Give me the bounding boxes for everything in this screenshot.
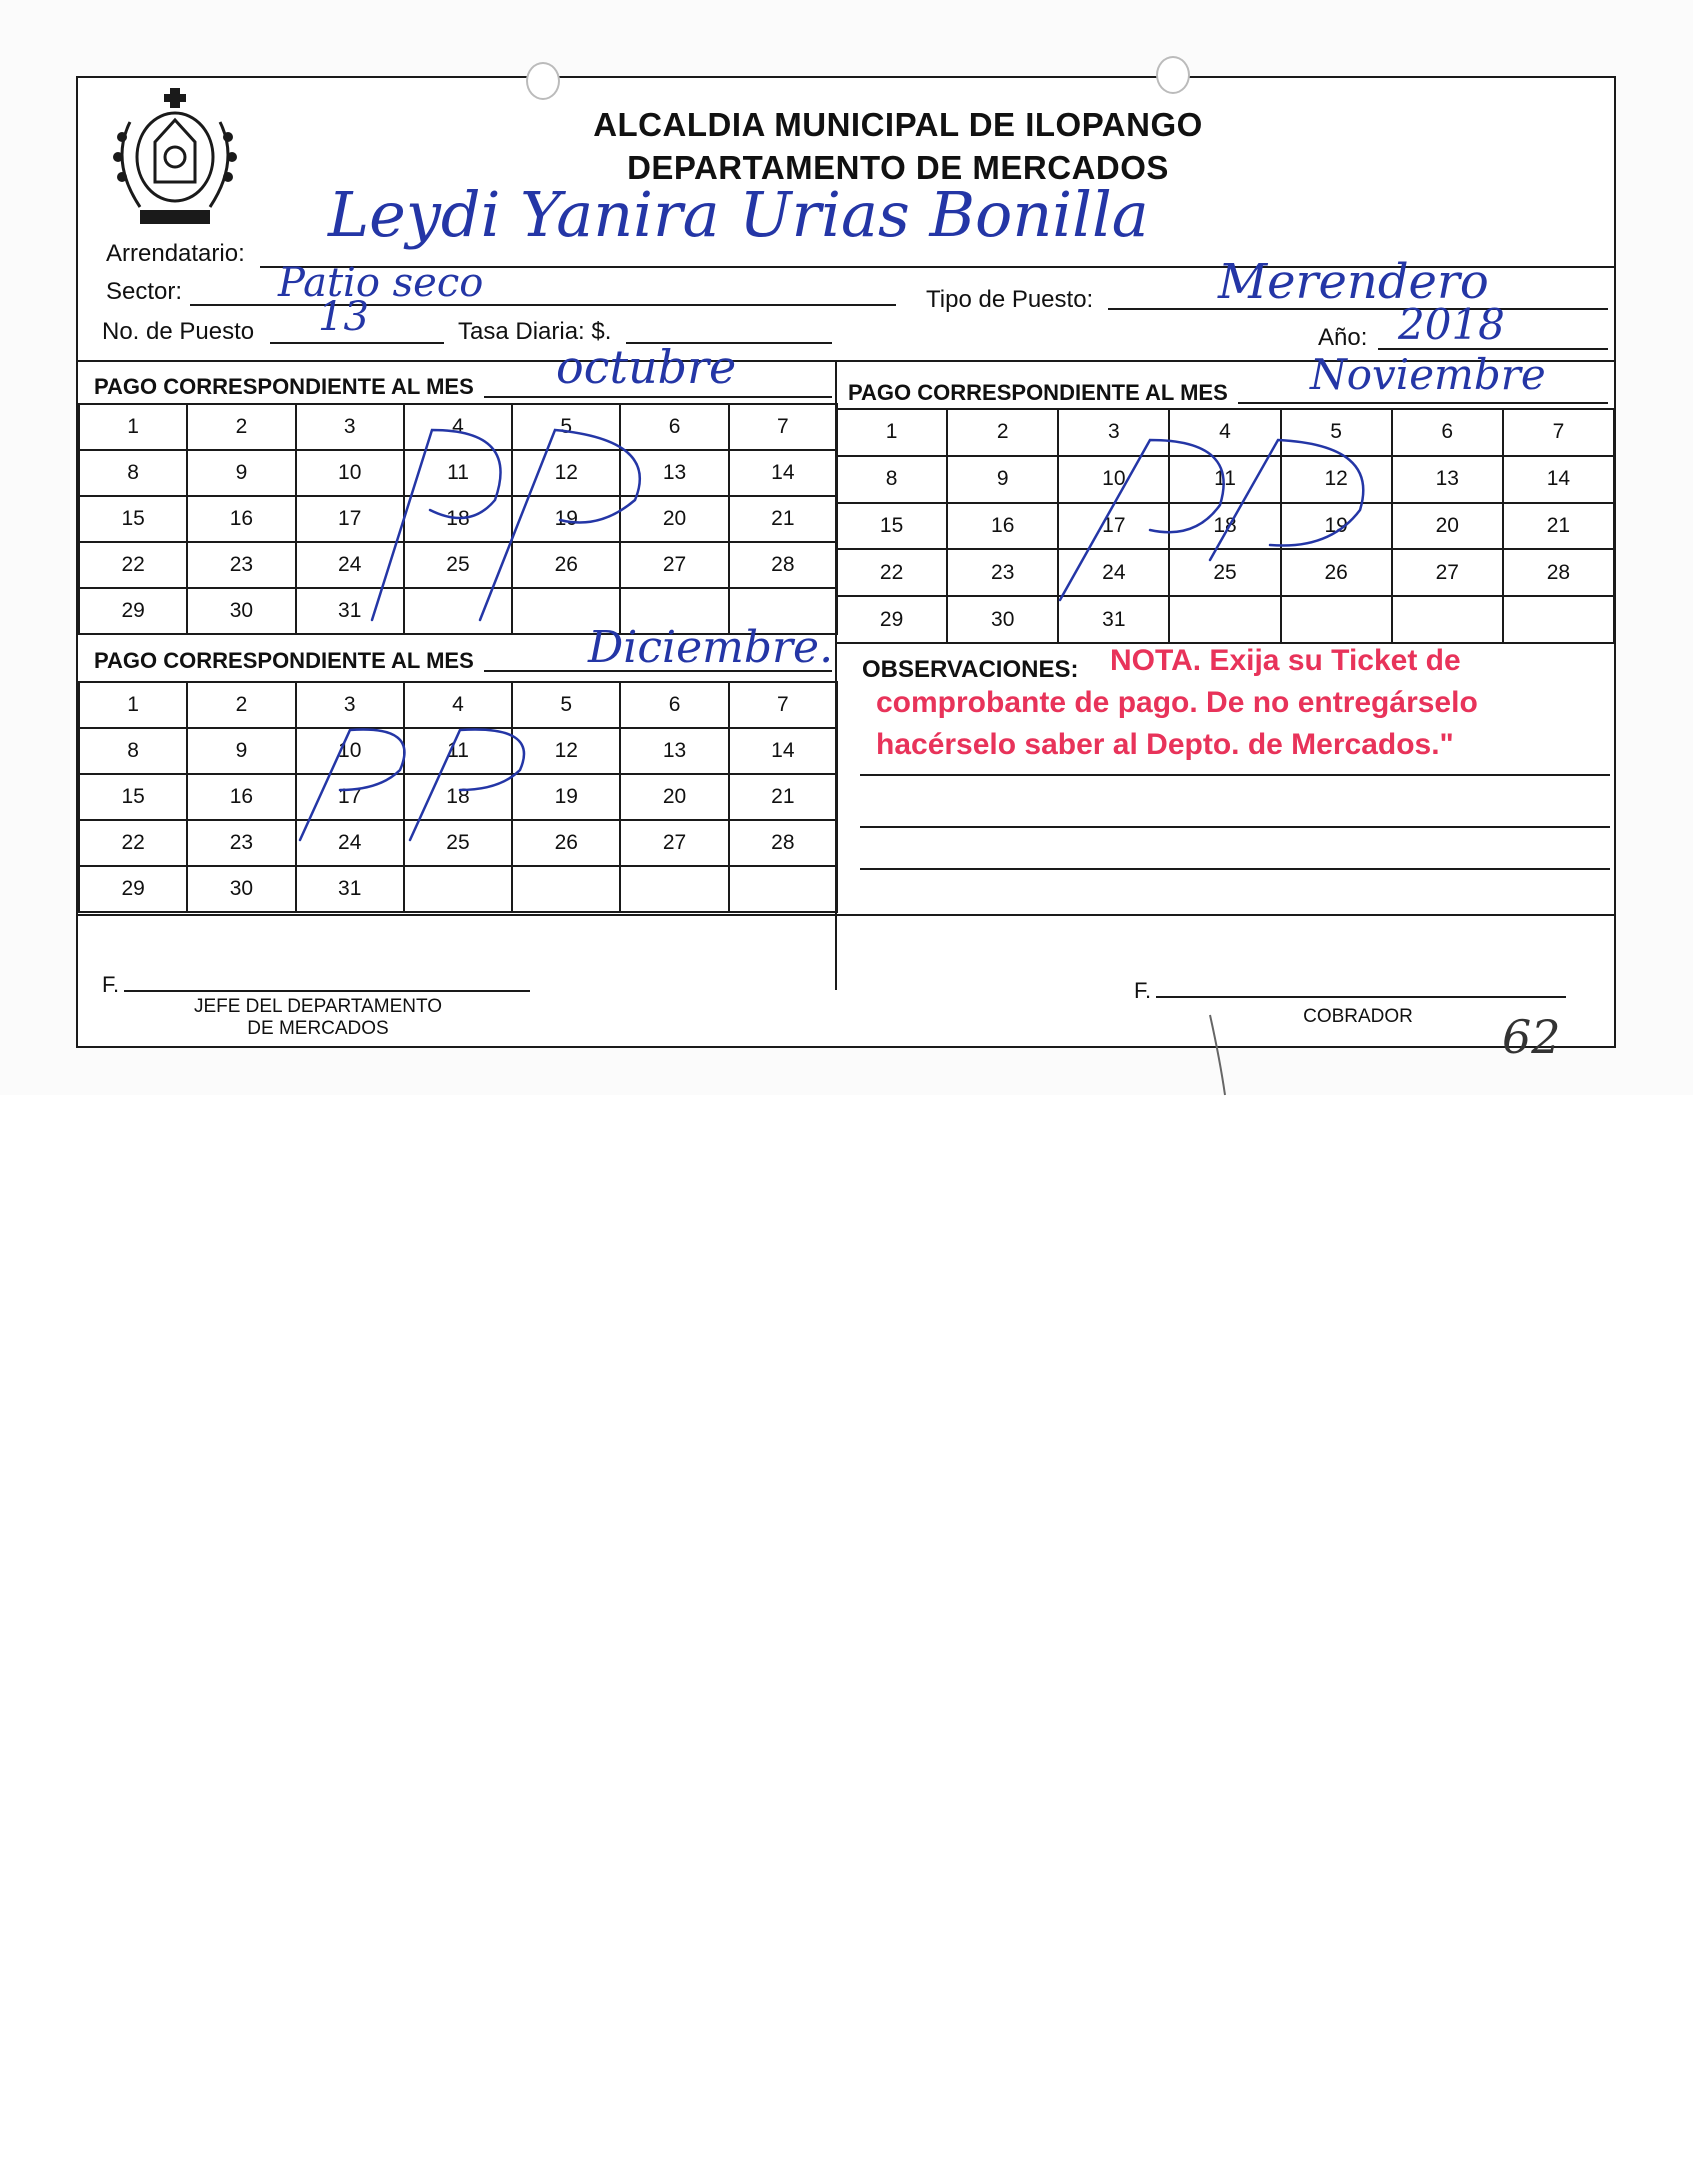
day-cell: 11 <box>404 728 512 774</box>
municipality-title: ALCALDIA MUNICIPAL DE ILOPANGO <box>593 106 1203 143</box>
day-cell: 31 <box>296 588 404 634</box>
month-name-noviembre: Noviembre <box>1310 350 1546 399</box>
day-cell: 18 <box>404 496 512 542</box>
tasa-label: Tasa Diaria: $. <box>458 318 612 345</box>
day-cell: 14 <box>729 450 837 496</box>
day-cell: 31 <box>1058 596 1169 643</box>
day-cell: 18 <box>404 774 512 820</box>
day-cell: 20 <box>1392 503 1503 550</box>
day-cell: 10 <box>1058 456 1169 503</box>
day-cell: 22 <box>836 549 947 596</box>
day-cell: 9 <box>187 450 295 496</box>
day-cell: 30 <box>947 596 1058 643</box>
day-cell: 22 <box>79 542 187 588</box>
month-name-octubre: octubre <box>556 340 737 394</box>
day-cell: 8 <box>79 450 187 496</box>
day-cell: 23 <box>187 542 295 588</box>
day-cell: 4 <box>404 404 512 450</box>
day-cell: 23 <box>187 820 295 866</box>
day-cell: 3 <box>1058 409 1169 456</box>
day-cell: 2 <box>187 682 295 728</box>
day-cell: 28 <box>1503 549 1614 596</box>
tipo-label: Tipo de Puesto: <box>926 286 1094 313</box>
day-cell: 30 <box>187 588 295 634</box>
day-cell: 18 <box>1169 503 1280 550</box>
day-cell: 5 <box>512 682 620 728</box>
day-cell: 29 <box>79 866 187 912</box>
day-cell: 12 <box>512 728 620 774</box>
puesto-label: No. de Puesto <box>102 318 255 345</box>
day-cell: 12 <box>1281 456 1392 503</box>
day-cell: 26 <box>1281 549 1392 596</box>
day-cell: 12 <box>512 450 620 496</box>
jefe-caption-line-2: DE MERCADOS <box>247 1018 389 1039</box>
day-cell: 7 <box>729 404 837 450</box>
day-cell: 23 <box>947 549 1058 596</box>
day-cell: 2 <box>947 409 1058 456</box>
day-cell: 7 <box>1503 409 1614 456</box>
day-cell: 19 <box>1281 503 1392 550</box>
day-cell: 21 <box>1503 503 1614 550</box>
day-cell: 27 <box>620 542 728 588</box>
day-cell: 15 <box>79 496 187 542</box>
day-cell: 15 <box>836 503 947 550</box>
day-cell: 19 <box>512 496 620 542</box>
day-cell: 16 <box>187 774 295 820</box>
day-cell: 1 <box>836 409 947 456</box>
day-cell: 8 <box>79 728 187 774</box>
month-heading: PAGO CORRESPONDIENTE AL MES <box>94 374 474 399</box>
day-cell: 3 <box>296 404 404 450</box>
day-cell: 17 <box>1058 503 1169 550</box>
day-cell: 10 <box>296 450 404 496</box>
day-cell: 14 <box>1503 456 1614 503</box>
page-number: 62 <box>1502 1010 1561 1064</box>
day-cell: 29 <box>79 588 187 634</box>
observaciones-label: OBSERVACIONES: <box>862 656 1079 683</box>
payment-mark <box>1210 440 1363 560</box>
cobrador-caption: COBRADOR <box>1303 1006 1413 1027</box>
day-cell: 20 <box>620 496 728 542</box>
month-heading: PAGO CORRESPONDIENTE AL MES <box>94 648 474 673</box>
puesto-value: 13 <box>318 294 369 340</box>
day-cell: 25 <box>404 820 512 866</box>
day-cell: 1 <box>79 404 187 450</box>
day-cell: 19 <box>512 774 620 820</box>
day-cell: 31 <box>296 866 404 912</box>
tick-mark <box>1210 1015 1225 1095</box>
firma-label: F. <box>1134 978 1152 1003</box>
day-cell: 27 <box>620 820 728 866</box>
jefe-caption-line-1: JEFE DEL DEPARTAMENTO <box>193 996 443 1017</box>
day-cell: 26 <box>512 542 620 588</box>
day-cell: 7 <box>729 682 837 728</box>
day-cell: 17 <box>296 774 404 820</box>
arrendatario-label: Arrendatario: <box>106 240 245 267</box>
day-cell: 5 <box>512 404 620 450</box>
day-cell: 6 <box>620 404 728 450</box>
day-cell: 20 <box>620 774 728 820</box>
day-cell: 5 <box>1281 409 1392 456</box>
payment-mark <box>480 430 640 620</box>
day-cell: 21 <box>729 496 837 542</box>
day-cell: 25 <box>404 542 512 588</box>
day-cell: 17 <box>296 496 404 542</box>
day-cell: 1 <box>79 682 187 728</box>
day-cell: 25 <box>1169 549 1280 596</box>
note-line-2: comprobante de pago. De no entregárselo <box>876 686 1478 719</box>
day-cell: 15 <box>79 774 187 820</box>
day-cell: 10 <box>296 728 404 774</box>
day-cell: 24 <box>296 542 404 588</box>
arrendatario-value: Leydi Yanira Urias Bonilla <box>328 178 1149 251</box>
day-cell: 11 <box>404 450 512 496</box>
day-cell: 13 <box>620 450 728 496</box>
payment-mark <box>372 430 501 620</box>
note-line-3: hacérselo saber al Depto. de Mercados." <box>876 728 1454 761</box>
day-cell: 24 <box>296 820 404 866</box>
day-cell: 28 <box>729 542 837 588</box>
sector-value: Patio seco <box>278 260 484 306</box>
payment-mark <box>300 730 404 841</box>
day-cell: 28 <box>729 820 837 866</box>
anio-label: Año: <box>1318 324 1368 351</box>
day-cell: 14 <box>729 728 837 774</box>
payment-mark <box>410 730 524 841</box>
department-title: DEPARTAMENTO DE MERCADOS <box>627 149 1169 186</box>
day-cell: 6 <box>620 682 728 728</box>
day-cell: 16 <box>947 503 1058 550</box>
tipo-value: Merendero <box>1218 254 1489 310</box>
day-cell: 30 <box>187 866 295 912</box>
day-cell: 22 <box>79 820 187 866</box>
sector-label: Sector: <box>106 278 183 305</box>
day-cell: 8 <box>836 456 947 503</box>
day-cell: 4 <box>404 682 512 728</box>
day-cell: 26 <box>512 820 620 866</box>
day-cell: 2 <box>187 404 295 450</box>
day-cell: 13 <box>1392 456 1503 503</box>
day-cell: 9 <box>187 728 295 774</box>
day-cell: 9 <box>947 456 1058 503</box>
note-line-1: NOTA. Exija su Ticket de <box>1110 644 1461 677</box>
day-cell: 11 <box>1169 456 1280 503</box>
day-cell: 21 <box>729 774 837 820</box>
payment-mark <box>1060 440 1224 600</box>
day-cell: 6 <box>1392 409 1503 456</box>
day-cell: 3 <box>296 682 404 728</box>
day-cell: 29 <box>836 596 947 643</box>
firma-label: F. <box>102 972 120 997</box>
day-cell: 16 <box>187 496 295 542</box>
day-cell: 4 <box>1169 409 1280 456</box>
anio-value: 2018 <box>1398 300 1505 349</box>
day-cell: 24 <box>1058 549 1169 596</box>
month-heading: PAGO CORRESPONDIENTE AL MES <box>848 380 1228 405</box>
day-cell: 27 <box>1392 549 1503 596</box>
day-cell: 13 <box>620 728 728 774</box>
month-name-diciembre: Diciembre. <box>588 622 834 673</box>
